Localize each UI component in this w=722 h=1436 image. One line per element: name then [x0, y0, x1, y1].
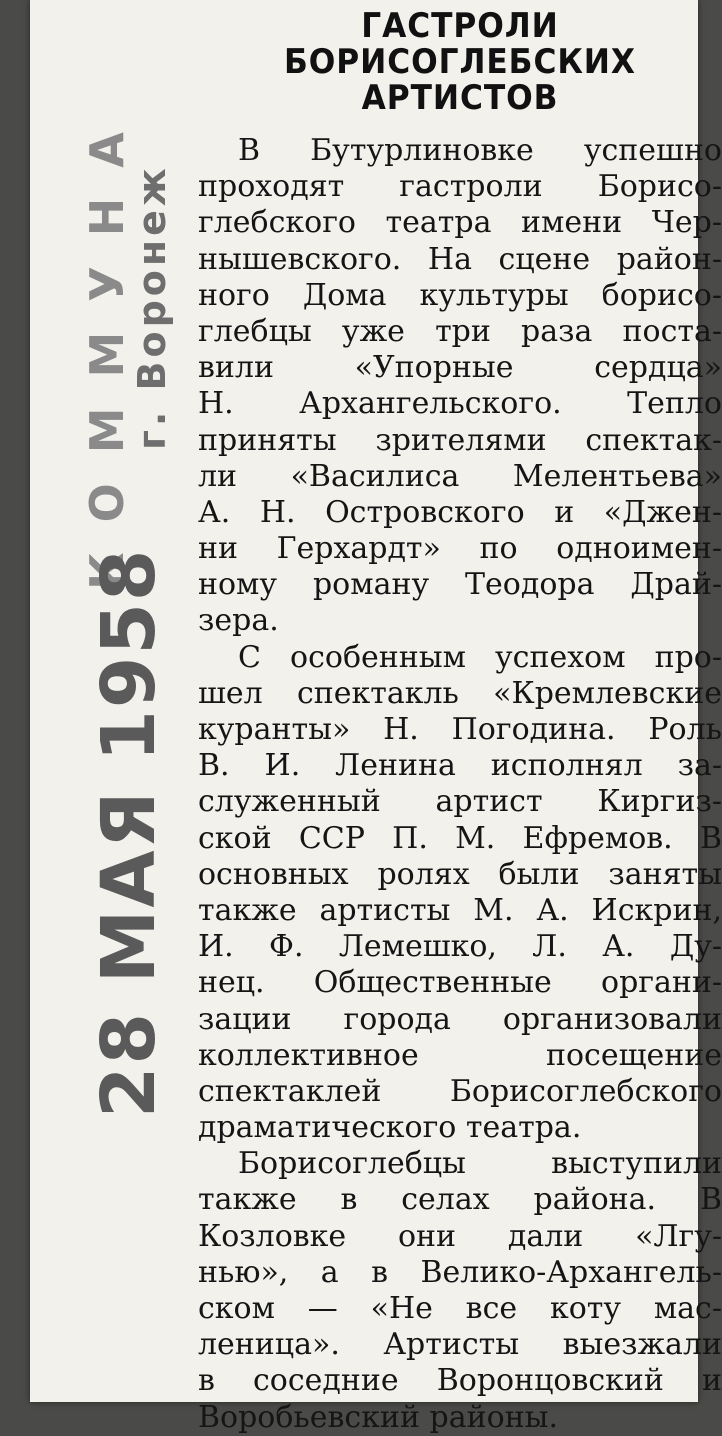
article-line: А. Н. Островского и «Джен-: [198, 494, 722, 530]
article-line: ному роману Теодора Драй-: [198, 567, 722, 603]
article-line: ском — «Не все коту мас-: [198, 1291, 722, 1326]
article-line: зера.: [198, 603, 279, 639]
article-line: проходят гастроли Борисо-: [198, 169, 722, 205]
date-stamp: 28 МАЯ 1958: [86, 547, 172, 1118]
article-line: ного Дома культуры борисо-: [198, 277, 722, 313]
article-body: [198, 133, 722, 1436]
article-line: В. И. Ленина исполнял за-: [198, 748, 722, 784]
newspaper-clipping: [30, 0, 722, 1435]
article-line: глебцы уже три раза поста-: [198, 313, 722, 349]
article-line: служенный артист Киргиз-: [198, 784, 722, 820]
article-line: ской ССР П. М. Ефремов. В: [198, 820, 722, 856]
article-line: Н. Архангельского. Тепло: [198, 386, 722, 422]
article-line: Козловке они дали «Лгу-: [198, 1218, 722, 1254]
article-line: Борисоглебцы выступили: [238, 1146, 722, 1182]
headline-line: АРТИСТОВ: [361, 78, 559, 118]
article-line: Воробьевский районы.: [198, 1399, 559, 1435]
article-line: также в селах района. В: [198, 1182, 722, 1218]
article-headline: [221, 8, 699, 116]
article-line: глебского театра имени Чер-: [198, 205, 722, 241]
article-line: И. Ф. Лемешко, Л. А. Ду-: [198, 929, 722, 965]
headline-line: ГАСТРОЛИ: [361, 6, 559, 46]
article-line: шел спектакль «Кремлевские: [198, 675, 722, 711]
article-line: также артисты М. А. Искрин,: [198, 892, 722, 928]
newspaper-name-stamp: КОММУНА: [80, 102, 134, 590]
article-line: С особенным успехом про-: [238, 639, 722, 675]
article-line: драматического театра.: [198, 1110, 582, 1146]
headline-line: БОРИСОГЛЕБСКИХ: [284, 42, 636, 82]
article-line: леница». Артисты выезжали: [198, 1327, 722, 1363]
article-line: коллективное посещение: [198, 1037, 722, 1073]
article-line: в соседние Воронцовский и: [198, 1363, 722, 1399]
article-line: ли «Василиса Мелентьева»: [198, 458, 722, 494]
article-line: приняты зрителями спектак-: [198, 422, 722, 458]
city-stamp: г. Воронеж: [130, 164, 174, 450]
article-line: нышевского. На сцене район-: [198, 241, 722, 277]
article-line: ни Герхардт» по одноимен-: [198, 531, 722, 567]
article-line: нью», а в Велико-Архангель-: [198, 1254, 722, 1290]
article-line: зации города организовали: [198, 1001, 722, 1037]
article-line: вили «Упорные сердца»: [198, 350, 722, 386]
article-line: куранты» Н. Погодина. Роль: [198, 712, 722, 747]
article-line: спектаклей Борисоглебского: [198, 1073, 722, 1109]
article-line: В Бутурлиновке успешно: [238, 133, 722, 168]
article-line: основных ролях были заняты: [198, 856, 722, 892]
article-line: нец. Общественные органи-: [198, 965, 722, 1001]
